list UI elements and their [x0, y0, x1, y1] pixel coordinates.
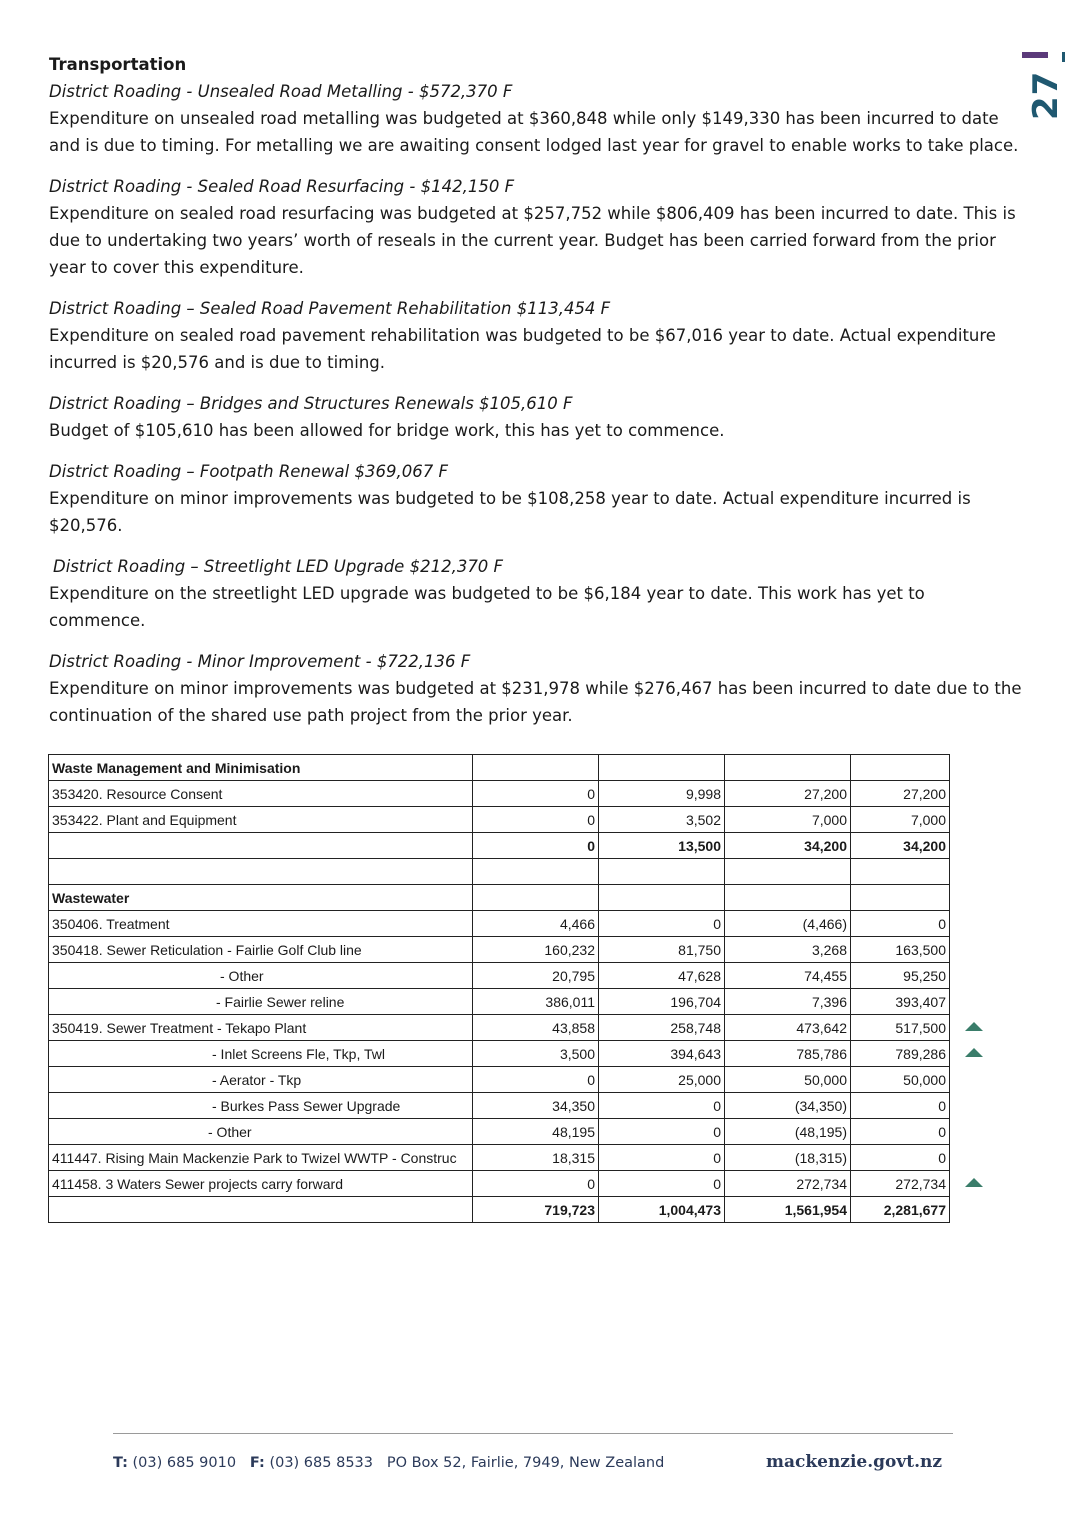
value-cell: 0	[599, 1171, 725, 1197]
value-cell: 7,000	[851, 807, 950, 833]
section-title: Transportation	[49, 55, 187, 74]
value-cell: 0	[473, 833, 599, 859]
commentary-body: Expenditure on sealed road pavement rehabilitation was budgeted to be $67,016 year to date. Actual expenditure incurred is $20,576 and is due to timing.	[49, 326, 996, 372]
row-label: Waste Management and Minimisation	[49, 755, 473, 781]
row-label: 353422. Plant and Equipment	[49, 807, 473, 833]
table-row	[49, 807, 950, 833]
row-label: - Other	[49, 1119, 473, 1145]
page-number-marker	[1022, 52, 1066, 132]
table-row	[49, 1041, 950, 1067]
value-cell: 18,315	[473, 1145, 599, 1171]
value-cell: 386,011	[473, 989, 599, 1015]
up-arrow-icon	[965, 1178, 983, 1187]
row-label: - Aerator - Tkp	[49, 1067, 473, 1093]
value-cell: 163,500	[851, 937, 950, 963]
website-link[interactable]: mackenzie.govt.nz	[766, 1452, 943, 1472]
table-total-row	[49, 1197, 950, 1223]
commentary-item	[49, 295, 1024, 376]
row-label: - Other	[49, 963, 473, 989]
fax-number: (03) 685 8533	[269, 1455, 373, 1471]
commentary-body: Expenditure on minor improvements was budgeted at $231,978 while $276,467 has been incurred to date due to the continuation of the shared use path project from the prior year.	[49, 679, 1022, 725]
value-cell: (18,315)	[725, 1145, 851, 1171]
value-cell: 0	[599, 1145, 725, 1171]
row-label: 411447. Rising Main Mackenzie Park to Twizel WWTP - Construc	[49, 1145, 473, 1171]
value-cell: 20,795	[473, 963, 599, 989]
value-cell: 34,350	[473, 1093, 599, 1119]
commentary-body: Budget of $105,610 has been allowed for bridge work, this has yet to commence.	[49, 421, 725, 440]
value-cell: 0	[599, 1119, 725, 1145]
value-cell: 2,281,677	[851, 1197, 950, 1223]
row-label: - Fairlie Sewer reline	[49, 989, 473, 1015]
table-row	[49, 781, 950, 807]
value-cell: 3,268	[725, 937, 851, 963]
commentary-item	[49, 78, 1024, 159]
value-cell	[725, 755, 851, 781]
up-arrow-icon	[965, 1022, 983, 1031]
table-total-row	[49, 833, 950, 859]
value-cell: 3,500	[473, 1041, 599, 1067]
value-cell	[851, 755, 950, 781]
row-label	[49, 833, 473, 859]
phone-label: T:	[113, 1455, 128, 1471]
commentary-body: Expenditure on unsealed road metalling was budgeted at $360,848 while only $149,330 has been incurred to date and is due to timing. For metalling we are awaiting consent lodged last year for gravel to enable works to take place.	[49, 109, 1019, 155]
table-row	[49, 1015, 950, 1041]
value-cell: 0	[473, 781, 599, 807]
table-row	[49, 963, 950, 989]
value-cell	[599, 885, 725, 911]
value-cell: 95,250	[851, 963, 950, 989]
value-cell	[851, 859, 950, 885]
value-cell: 789,286	[851, 1041, 950, 1067]
value-cell: 9,998	[599, 781, 725, 807]
value-cell: 27,200	[851, 781, 950, 807]
row-label: - Burkes Pass Sewer Upgrade	[49, 1093, 473, 1119]
value-cell	[599, 859, 725, 885]
footer-divider	[113, 1433, 953, 1434]
value-cell: 48,195	[473, 1119, 599, 1145]
value-cell: 0	[851, 1119, 950, 1145]
value-cell	[473, 885, 599, 911]
commentary-item	[49, 173, 1024, 281]
table-row	[49, 1171, 950, 1197]
phone-number: (03) 685 9010	[132, 1455, 237, 1471]
commentary-body: Expenditure on minor improvements was budgeted to be $108,258 year to date. Actual expenditure incurred is $20,576.	[49, 489, 971, 535]
commentary-item	[49, 390, 1024, 444]
value-cell: 258,748	[599, 1015, 725, 1041]
value-cell: 719,723	[473, 1197, 599, 1223]
page-number: 27	[1026, 70, 1066, 120]
value-cell: 7,396	[725, 989, 851, 1015]
value-cell: 0	[599, 1093, 725, 1119]
row-label	[49, 859, 473, 885]
up-arrow-icon	[965, 1048, 983, 1057]
row-label: Wastewater	[49, 885, 473, 911]
value-cell: 47,628	[599, 963, 725, 989]
value-cell: 473,642	[725, 1015, 851, 1041]
table-row	[49, 911, 950, 937]
commentary-body: Expenditure on the streetlight LED upgrade was budgeted to be $6,184 year to date. This work has yet to commence.	[49, 584, 925, 630]
commentary-heading: District Roading – Streetlight LED Upgrade $212,370 F	[53, 557, 504, 576]
value-cell	[473, 859, 599, 885]
value-cell: 160,232	[473, 937, 599, 963]
postal-address: PO Box 52, Fairlie, 7949, New Zealand	[386, 1455, 665, 1471]
value-cell: 81,750	[599, 937, 725, 963]
value-cell: 27,200	[725, 781, 851, 807]
row-label: 350419. Sewer Treatment - Tekapo Plant	[49, 1015, 473, 1041]
table-row	[49, 1145, 950, 1171]
value-cell: 394,643	[599, 1041, 725, 1067]
value-cell	[725, 885, 851, 911]
value-cell: (4,466)	[725, 911, 851, 937]
value-cell: 393,407	[851, 989, 950, 1015]
value-cell: 74,455	[725, 963, 851, 989]
budget-table	[48, 754, 950, 1223]
table-row	[49, 1119, 950, 1145]
footer-contact	[113, 1455, 664, 1471]
commentary-body: Expenditure on sealed road resurfacing was budgeted at $257,752 while $806,409 has been incurred to date. This is due to undertaking two years’ worth of reseals in the current year. Budget has been carried forward from the prior year to cover this expenditure.	[49, 204, 1016, 277]
value-cell: 34,200	[725, 833, 851, 859]
row-label: - Inlet Screens Fle, Tkp, Twl	[49, 1041, 473, 1067]
fax-label: F:	[249, 1455, 265, 1471]
value-cell	[725, 859, 851, 885]
value-cell: 1,561,954	[725, 1197, 851, 1223]
value-cell: 272,734	[725, 1171, 851, 1197]
value-cell: 25,000	[599, 1067, 725, 1093]
commentary-heading: District Roading – Bridges and Structures Renewals $105,610 F	[49, 394, 573, 413]
value-cell: 0	[851, 1145, 950, 1171]
row-label: 353420. Resource Consent	[49, 781, 473, 807]
page-accent-tick	[1062, 52, 1065, 62]
transportation-commentary	[49, 52, 1024, 743]
table-group-header	[49, 755, 950, 781]
value-cell: 4,466	[473, 911, 599, 937]
commentary-heading: District Roading - Sealed Road Resurfacing - $142,150 F	[49, 177, 515, 196]
table-group-header	[49, 885, 950, 911]
value-cell: (34,350)	[725, 1093, 851, 1119]
value-cell: 34,200	[851, 833, 950, 859]
table-row	[49, 859, 950, 885]
value-cell: 196,704	[599, 989, 725, 1015]
table-row	[49, 1067, 950, 1093]
value-cell	[473, 755, 599, 781]
table-row	[49, 1093, 950, 1119]
value-cell: 0	[851, 911, 950, 937]
row-label	[49, 1197, 473, 1223]
value-cell: 0	[473, 1067, 599, 1093]
row-label: 411458. 3 Waters Sewer projects carry forward	[49, 1171, 473, 1197]
value-cell: 0	[473, 807, 599, 833]
table-row	[49, 989, 950, 1015]
commentary-item	[49, 458, 1024, 539]
value-cell: 50,000	[851, 1067, 950, 1093]
value-cell: 785,786	[725, 1041, 851, 1067]
row-label: 350406. Treatment	[49, 911, 473, 937]
page-accent-bar	[1022, 52, 1048, 58]
value-cell: 272,734	[851, 1171, 950, 1197]
value-cell: 1,004,473	[599, 1197, 725, 1223]
row-label: 350418. Sewer Reticulation - Fairlie Golf Club line	[49, 937, 473, 963]
table-row	[49, 937, 950, 963]
value-cell: 517,500	[851, 1015, 950, 1041]
commentary-item	[49, 648, 1024, 729]
value-cell: (48,195)	[725, 1119, 851, 1145]
value-cell: 13,500	[599, 833, 725, 859]
commentary-item	[49, 553, 1024, 634]
budget-table-wrapper	[48, 754, 950, 1223]
value-cell: 7,000	[725, 807, 851, 833]
value-cell	[599, 755, 725, 781]
value-cell: 43,858	[473, 1015, 599, 1041]
commentary-heading: District Roading – Sealed Road Pavement Rehabilitation $113,454 F	[49, 299, 611, 318]
commentary-heading: District Roading – Footpath Renewal $369,067 F	[49, 462, 448, 481]
value-cell	[851, 885, 950, 911]
commentary-heading: District Roading - Minor Improvement - $722,136 F	[49, 652, 471, 671]
value-cell: 3,502	[599, 807, 725, 833]
value-cell: 0	[599, 911, 725, 937]
value-cell: 0	[473, 1171, 599, 1197]
value-cell: 50,000	[725, 1067, 851, 1093]
commentary-heading: District Roading - Unsealed Road Metalling - $572,370 F	[49, 82, 513, 101]
value-cell: 0	[851, 1093, 950, 1119]
